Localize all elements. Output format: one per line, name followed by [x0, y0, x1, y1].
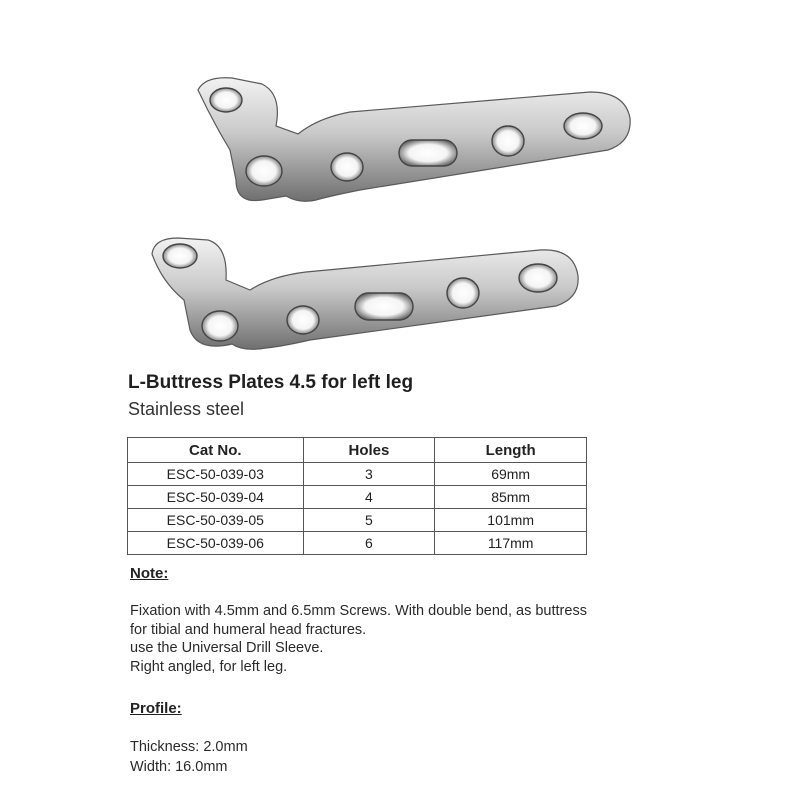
cell-length: 69mm — [435, 463, 587, 486]
product-material: Stainless steel — [128, 399, 245, 419]
note-heading: Note: — [130, 565, 169, 582]
note-line: Fixation with 4.5mm and 6.5mm Screws. With double bend, as buttress — [130, 603, 587, 619]
cell-holes: 6 — [303, 532, 435, 555]
header-holes: Holes — [303, 438, 435, 463]
cell-holes: 5 — [303, 509, 435, 532]
cell-holes: 3 — [303, 463, 435, 486]
profile-width: Width: 16.0mm — [130, 759, 228, 775]
cell-cat-no: ESC-50-039-05 — [128, 509, 304, 532]
note-line: for tibial and humeral head fractures. — [130, 621, 367, 638]
table-row — [128, 486, 587, 509]
cell-cat-no: ESC-50-039-03 — [128, 463, 304, 486]
table-row — [128, 532, 587, 555]
note-line: Right angled, for left leg. — [130, 658, 288, 675]
header-cat-no: Cat No. — [128, 438, 304, 463]
note-line: use the Universal Drill Sleeve. — [130, 640, 324, 657]
plate-image-upper — [198, 78, 630, 202]
plate-image-lower — [152, 238, 578, 349]
cell-cat-no: ESC-50-039-04 — [128, 486, 304, 509]
specification-table — [127, 437, 587, 555]
product-title: L-Buttress Plates 4.5 for left leg — [128, 372, 414, 393]
profile-text — [130, 737, 248, 777]
profile-heading: Profile: — [130, 700, 182, 717]
cell-length: 117mm — [435, 532, 587, 555]
table-header-row — [128, 438, 587, 463]
table-row — [128, 509, 587, 532]
cell-cat-no: ESC-50-039-06 — [128, 532, 304, 555]
note-text — [130, 602, 587, 676]
cell-length: 101mm — [435, 509, 587, 532]
cell-length: 85mm — [435, 486, 587, 509]
cell-holes: 4 — [303, 486, 435, 509]
product-illustration — [0, 0, 800, 372]
profile-thickness: Thickness: 2.0mm — [130, 739, 248, 755]
header-length: Length — [435, 438, 587, 463]
table-row — [128, 463, 587, 486]
